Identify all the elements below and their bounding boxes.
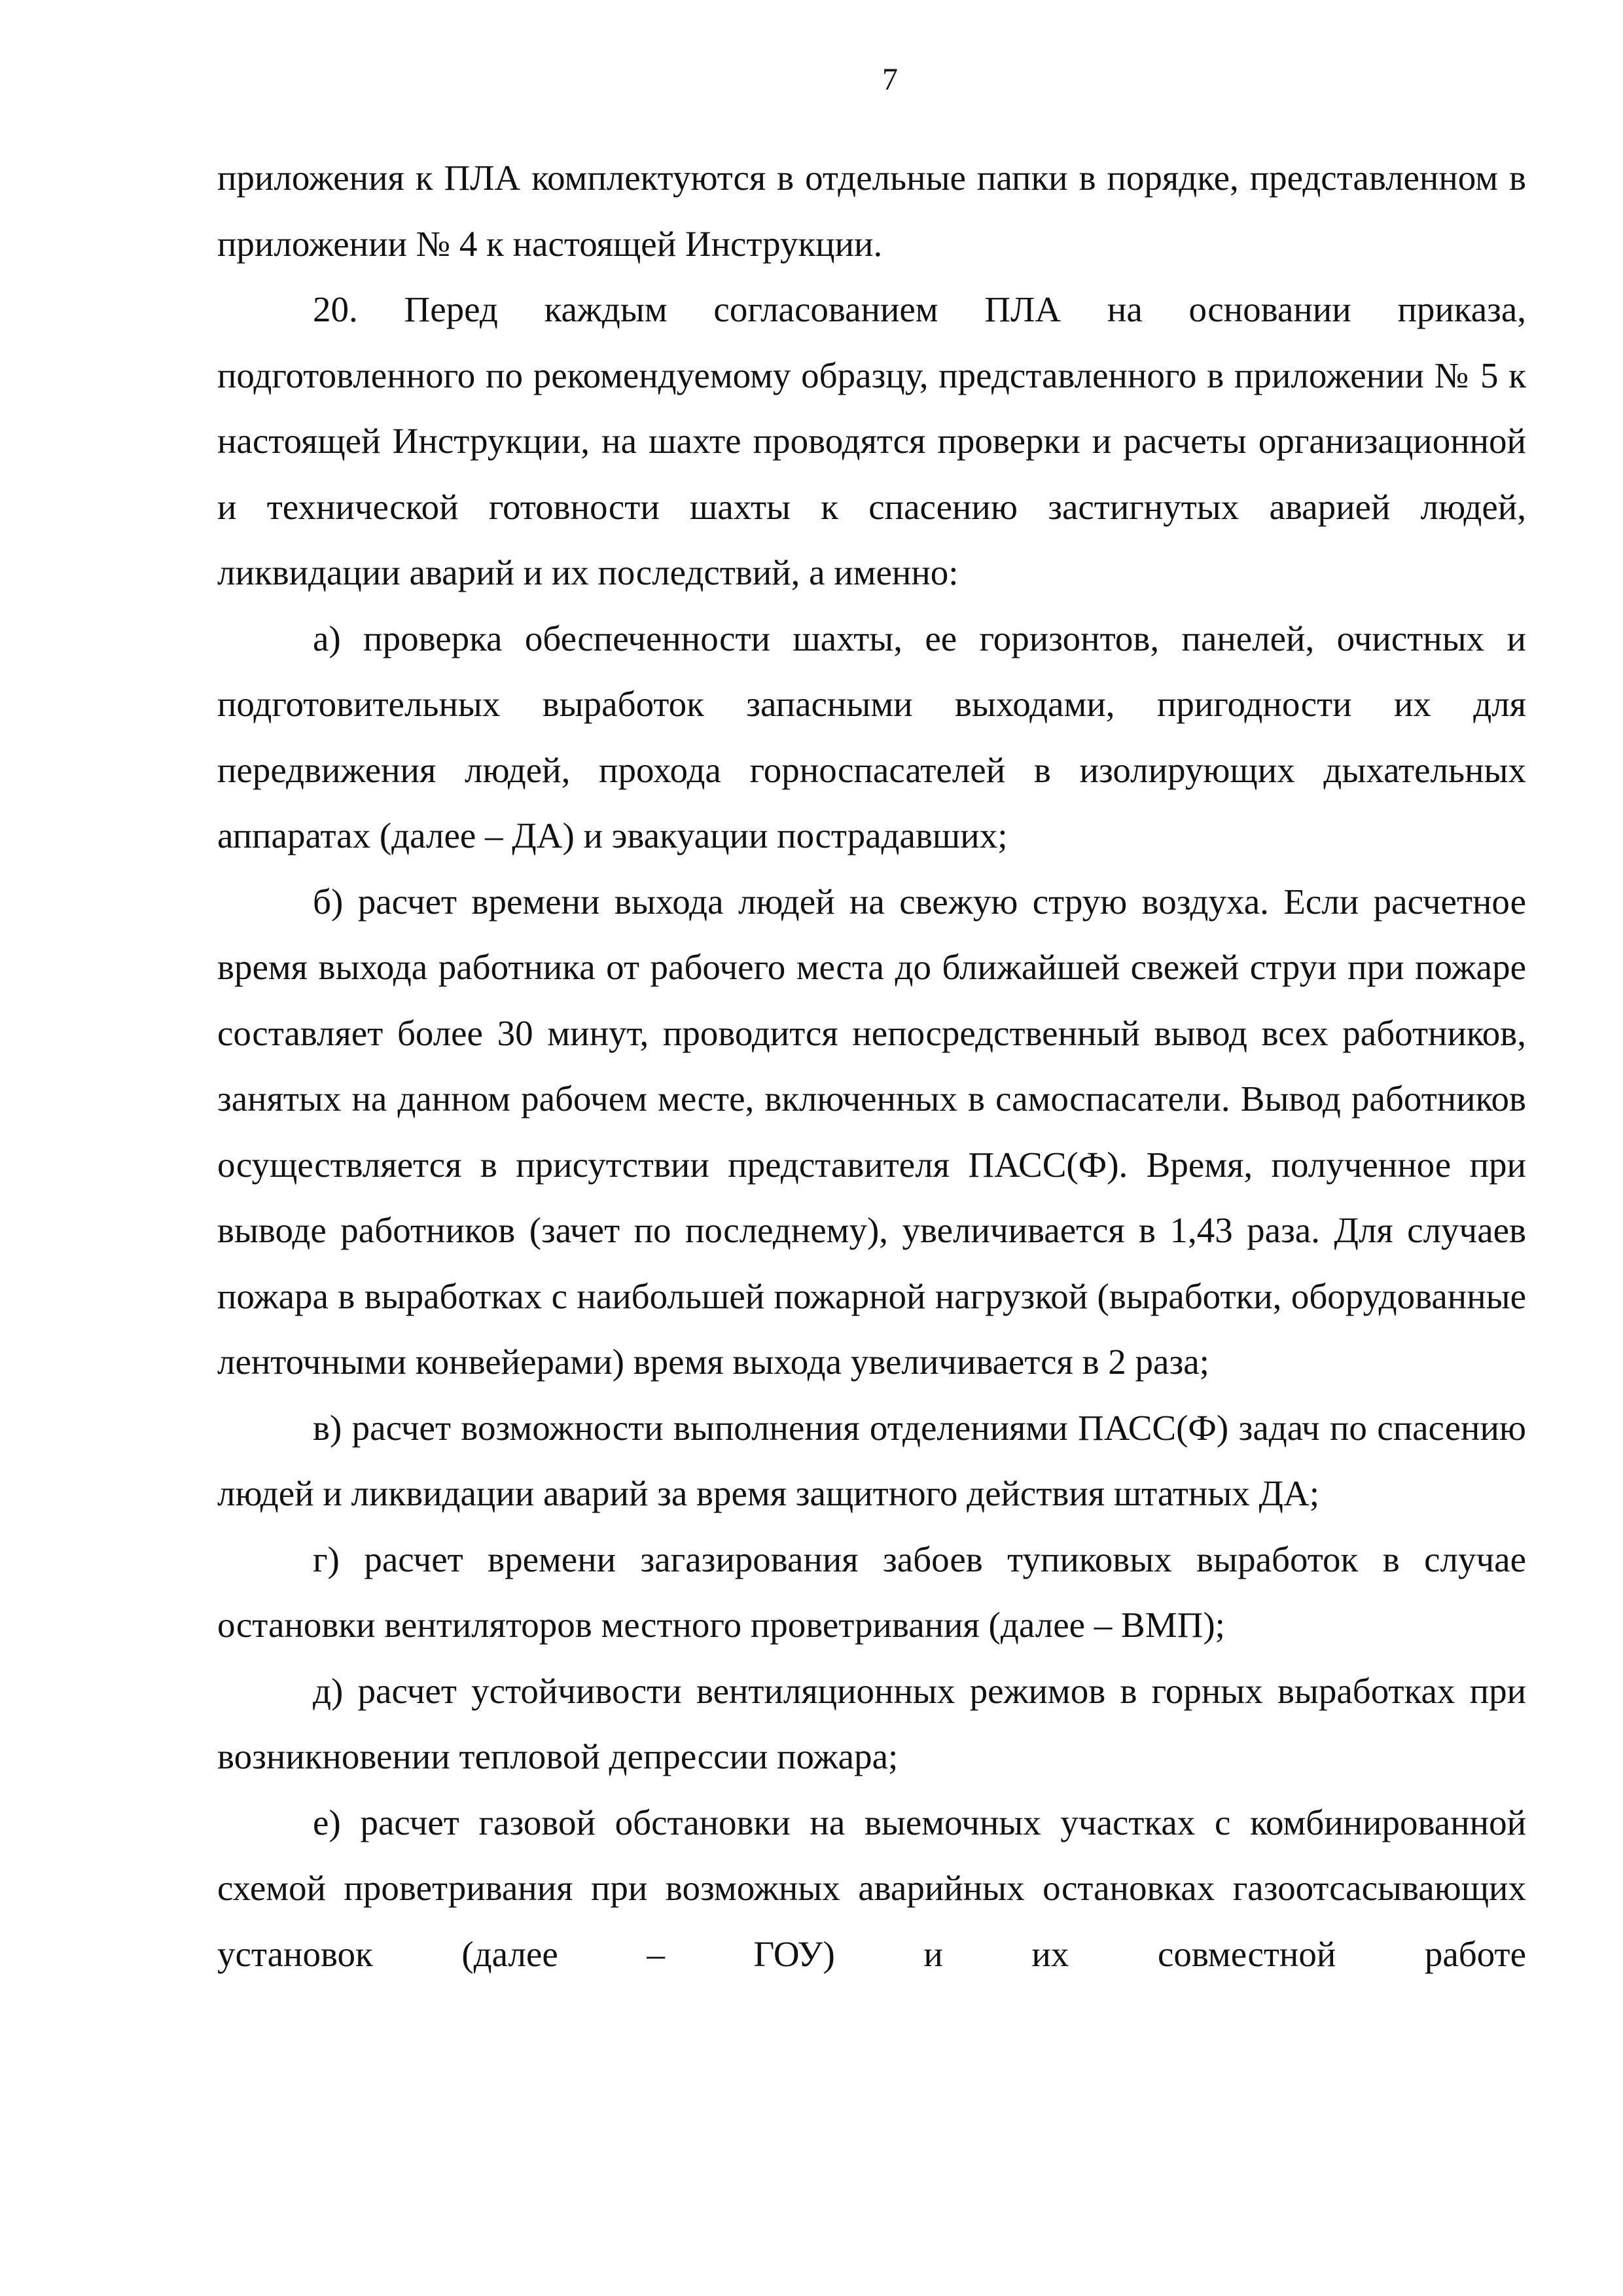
paragraph-subitem-e: е) расчет газовой обстановки на выемочных участках с комбинированной схемой проветривания при возможных аварийных остановках газоотсасывающих установок (далее – ГОУ) и их совместной работе xyxy=(217,1802,1526,1974)
paragraph-continuation: приложения к ПЛА комплектуются в отдельные папки в порядке, представленном в приложении № 4 к настоящей Инструкции. xyxy=(217,158,1526,264)
paragraph-subitem-v: в) расчет возможности выполнения отделениями ПАСС(Ф) задач по спасению людей и ликвидации аварий за время защитного действия штатных ДА; xyxy=(217,1407,1526,1513)
paragraph-subitem-a: а) проверка обеспеченности шахты, ее горизонтов, панелей, очистных и подготовительных выработок запасными выходами, пригодности их для передвижения людей, прохода горноспасателей в изолирующих дыхательных аппаратах (далее – ДА) и эвакуации пострадавших; xyxy=(217,618,1526,855)
paragraph-subitem-g: г) расчет времени загазирования забоев тупиковых выработок в случае остановки вентиляторов местного проветривания (далее – ВМП); xyxy=(217,1539,1526,1645)
paragraph-subitem-d: д) расчет устойчивости вентиляционных режимов в горных выработках при возникновении тепловой депрессии пожара; xyxy=(217,1670,1526,1776)
page-number: 7 xyxy=(882,62,898,97)
paragraph-item-20: 20. Перед каждым согласованием ПЛА на основании приказа, подготовленного по рекомендуемому образцу, представленного в приложении № 5 к настоящей Инструкции, на шахте проводятся проверки и расчеты организационной и технической готовности шахты к спасению застигнутых аварией людей, ликвидации аварий и их последствий, а именно: xyxy=(217,289,1526,592)
document-body xyxy=(217,145,1526,1987)
paragraph-subitem-b: б) расчет времени выхода людей на свежую струю воздуха. Если расчетное время выхода работника от рабочего места до ближайшей свежей струи при пожаре составляет более 30 минут, проводится непосредственный вывод всех работников, занятых на данном рабочем месте, включенных в самоспасатели. Вывод работников осуществляется в присутствии представителя ПАСС(Ф). Время, полученное при выводе работников (зачет по последнему), увеличивается в 1,43 раза. Для случаев пожара в выработках с наибольшей пожарной нагрузкой (выработки, оборудованные ленточными конвейерами) время выхода увеличивается в 2 раза; xyxy=(217,881,1526,1382)
